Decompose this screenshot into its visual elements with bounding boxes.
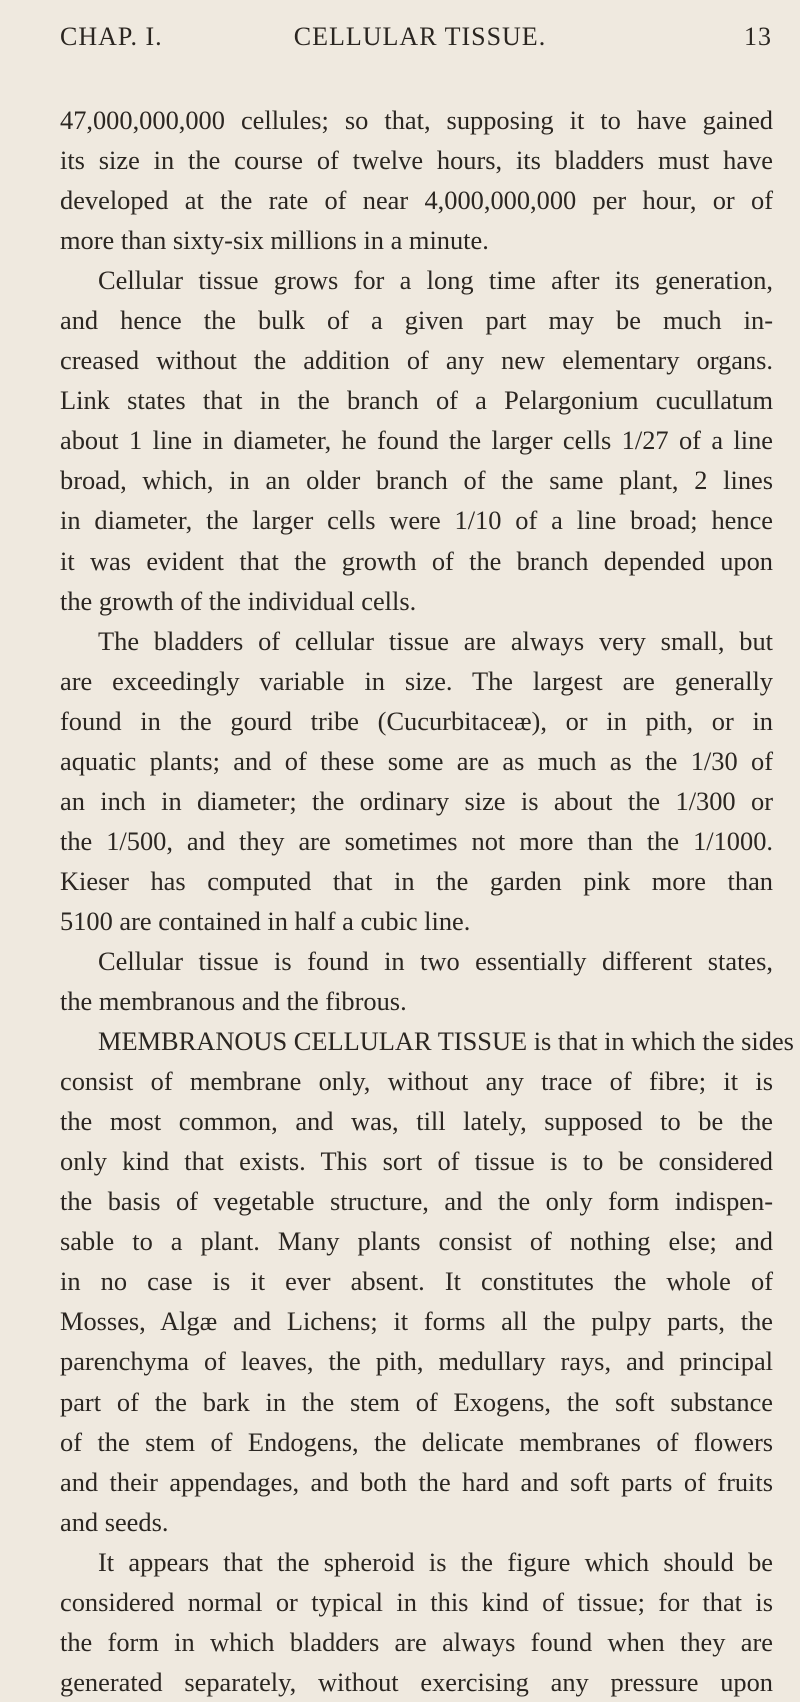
section-title: CELLULAR TISSUE. [293,22,547,51]
running-header [60,22,772,62]
text-line: The bladders of cellular tissue are always very small, but [98,625,773,656]
text-line: Cellular tissue grows for a long time after its generation, [98,265,773,296]
text-line: the 1/500, and they are sometimes not more than the 1/1000. [60,825,773,856]
text-line: found in the gourd tribe (Cucurbitaceæ), or in pith, or in [60,705,773,736]
text-line: the membranous and the fibrous. [60,986,407,1017]
text-line: Cellular tissue is found in two essentially different states, [98,945,773,976]
text-line: broad, which, in an older branch of the same plant, 2 lines [60,465,773,496]
text-line: an inch in diameter; the ordinary size is about the 1/300 or [60,785,773,816]
text-line: creased without the addition of any new elementary organs. [60,345,773,376]
text-line: Kieser has computed that in the garden pink more than [60,865,773,896]
text-line: consist of membrane only, without any trace of fibre; it is [60,1066,773,1097]
text-line: about 1 line in diameter, he found the larger cells 1/27 of a line [60,425,773,456]
text-line: aquatic plants; and of these some are as much as the 1/30 of [60,745,773,776]
text-line: It appears that the spheroid is the figure which should be [98,1546,773,1577]
text-line: generated separately, without exercising any pressure upon [60,1666,773,1697]
text-line: the form in which bladders are always found when they are [60,1626,773,1657]
text-line: Link states that in the branch of a Pelargonium cucullatum [60,385,773,416]
chapter-label: CHAP. I. [60,22,163,51]
text-line: in no case is it ever absent. It constitutes the whole of [60,1266,773,1297]
text-line: Mosses, Algæ and Lichens; it forms all the pulpy parts, the [60,1306,773,1337]
text-line: only kind that exists. This sort of tissue is to be considered [60,1146,773,1177]
text-line: sable to a plant. Many plants consist of nothing else; and [60,1226,773,1257]
text-line: and hence the bulk of a given part may be much in- [60,305,773,336]
body-text [60,100,794,1702]
text-line: considered normal or typical in this kind of tissue; for that is [60,1586,773,1617]
text-line: are exceedingly variable in size. The largest are generally [60,665,773,696]
text-line: and seeds. [60,1506,169,1537]
text-line: MEMBRANOUS CELLULAR TISSUE is that in which the sides [98,1026,794,1057]
text-line: the basis of vegetable structure, and the only form indispen- [60,1186,773,1217]
text-line: more than sixty-six millions in a minute. [60,225,489,256]
text-line: 47,000,000,000 cellules; so that, supposing it to have gained [60,105,773,135]
text-line: in diameter, the larger cells were 1/10 of a line broad; hence [60,505,773,536]
text-line: parenchyma of leaves, the pith, medullary rays, and principal [60,1346,773,1377]
text-line: it was evident that the growth of the branch depended upon [60,545,773,576]
text-line: the growth of the individual cells. [60,585,417,616]
text-line: developed at the rate of near 4,000,000,000 per hour, or of [60,185,773,216]
text-line: its size in the course of twelve hours, its bladders must have [60,145,773,176]
text-line: the most common, and was, till lately, supposed to be the [60,1106,773,1137]
text-line: part of the bark in the stem of Exogens, the soft substance [60,1386,773,1417]
page-number: 13 [744,22,772,51]
text-line: 5100 are contained in half a cubic line. [60,905,471,936]
text-line: and their appendages, and both the hard and soft parts of fruits [60,1466,773,1497]
text-line: of the stem of Endogens, the delicate membranes of flowers [60,1426,773,1457]
